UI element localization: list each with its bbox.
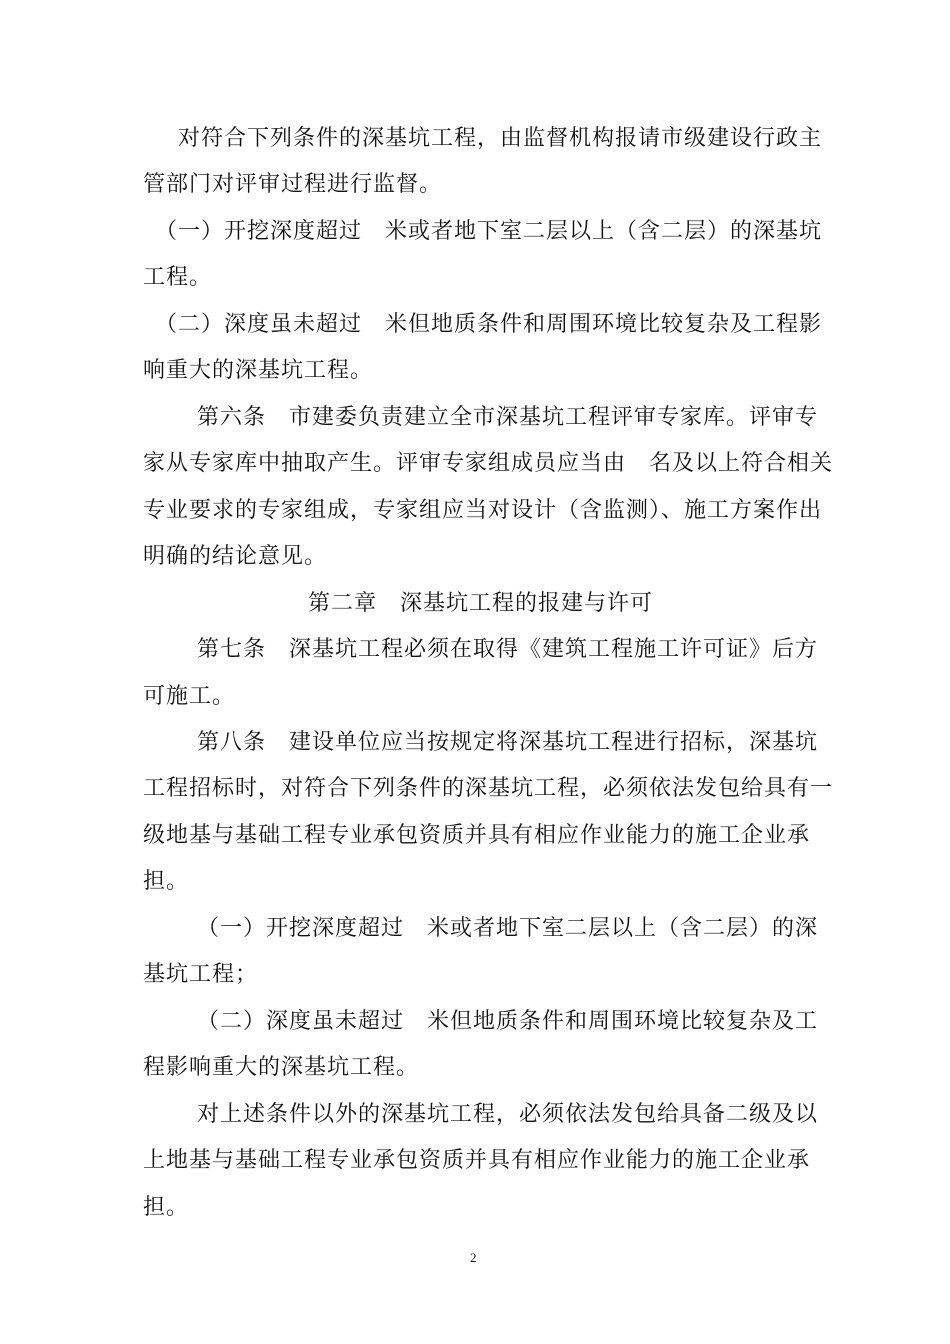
- text-line: （二）深度虽未超过 米但地质条件和周围环境比较复杂及工程影: [155, 312, 823, 337]
- text-line: 可施工。: [143, 684, 236, 709]
- text-line: 工程招标时，对符合下列条件的深基坑工程，必须依法发包给具有一: [143, 776, 834, 801]
- text-line: 第七条 深基坑工程必须在取得《建筑工程施工许可证》后方: [197, 637, 819, 662]
- text-line: 对符合下列条件的深基坑工程，由监督机构报请市级建设行政主: [178, 126, 823, 151]
- text-line: 担。: [143, 869, 190, 894]
- text-line: 专业要求的专家组成，专家组应当对设计（含监测）、施工方案作出: [143, 498, 823, 523]
- text-line: 响重大的深基坑工程。: [143, 358, 374, 383]
- text-line: （一）开挖深度超过 米或者地下室二层以上（含二层）的深: [197, 916, 819, 941]
- text-line: （一）开挖深度超过 米或者地下室二层以上（含二层）的深基坑: [155, 219, 823, 244]
- text-line: 家从专家库中抽取产生。评审专家组成员应当由 名及以上符合相关: [143, 451, 834, 476]
- text-line: 基坑工程；: [143, 962, 259, 987]
- text-line: 级地基与基础工程专业承包资质并具有相应作业能力的施工企业承: [143, 823, 811, 848]
- text-line: 管部门对评审过程进行监督。: [143, 172, 443, 197]
- text-line: 担。: [143, 1195, 190, 1220]
- text-line: 第六条 市建委负责建立全市深基坑工程评审专家库。评审专: [197, 405, 819, 430]
- chapter-heading: 第二章 深基坑工程的报建与许可: [308, 591, 654, 616]
- text-line: 明确的结论意见。: [143, 544, 328, 569]
- text-line: 工程。: [143, 265, 213, 290]
- text-line: 程影响重大的深基坑工程。: [143, 1055, 420, 1080]
- text-line: 上地基与基础工程专业承包资质并具有相应作业能力的施工企业承: [143, 1148, 811, 1173]
- page-number: 2: [470, 1250, 477, 1265]
- text-line: 对上述条件以外的深基坑工程，必须依法发包给具备二级及以: [197, 1102, 819, 1127]
- text-line: （二）深度虽未超过 米但地质条件和周围环境比较复杂及工: [197, 1009, 819, 1034]
- text-line: 第八条 建设单位应当按规定将深基坑工程进行招标，深基坑: [197, 730, 819, 755]
